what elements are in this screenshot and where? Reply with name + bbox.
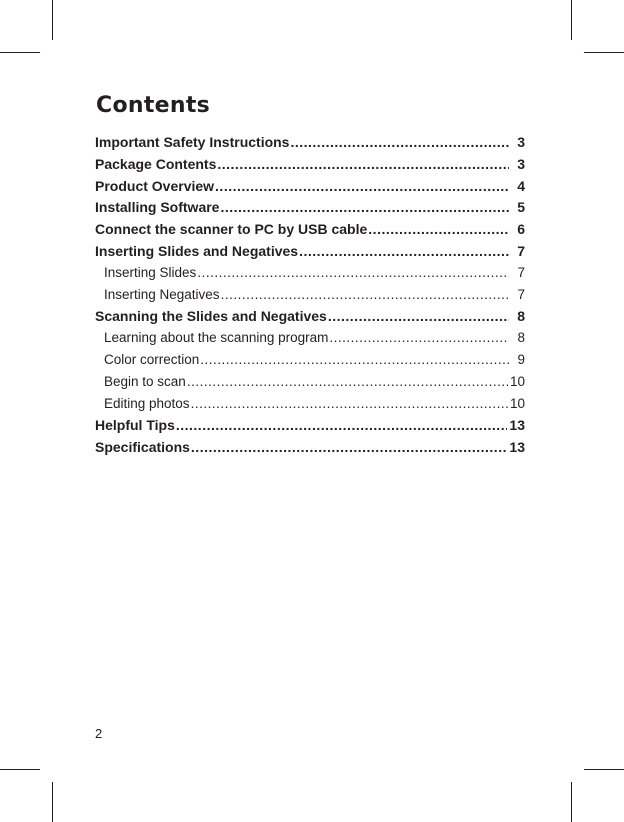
toc-entry-label: Helpful Tips [95, 417, 175, 434]
toc-entry[interactable] [95, 330, 525, 352]
toc-entry-page-number: 7 [517, 242, 525, 259]
crop-mark-top-right-vertical [571, 0, 572, 40]
crop-mark-bottom-right-vertical [571, 782, 572, 822]
toc-entry[interactable] [95, 178, 525, 200]
toc-entry[interactable] [95, 243, 525, 265]
toc-entry-label: Learning about the scanning program [104, 330, 329, 346]
toc-entry-page-number: 4 [517, 177, 525, 194]
toc-entry-label: Product Overview [95, 177, 215, 194]
toc-entry-page-number: 6 [517, 221, 525, 238]
toc-entry-label: Inserting Slides and Negatives [95, 242, 299, 259]
toc-entry[interactable] [95, 352, 525, 374]
toc-entry-label: Package Contents [95, 155, 217, 172]
toc-entry-label: Editing photos [104, 395, 190, 411]
toc-entry-label: Inserting Negatives [104, 286, 220, 302]
toc-dot-leader [299, 243, 509, 259]
page-title: Contents [96, 93, 211, 118]
toc-entry[interactable] [95, 265, 525, 287]
toc-entry[interactable] [95, 374, 525, 396]
toc-entry-page-number: 8 [517, 330, 525, 346]
toc-dot-leader [176, 417, 508, 433]
toc-dot-leader [368, 221, 509, 237]
toc-dot-leader [328, 308, 509, 324]
toc-entry-label: Begin to scan [104, 373, 186, 389]
toc-entry[interactable] [95, 134, 525, 156]
toc-entry[interactable] [95, 199, 525, 221]
toc-dot-leader [217, 156, 509, 172]
toc-entry-page-number: 13 [509, 439, 525, 456]
toc-entry[interactable] [95, 417, 525, 439]
toc-entry-label: Scanning the Slides and Negatives [95, 308, 327, 325]
toc-entry-page-number: 7 [517, 264, 525, 280]
toc-entry-page-number: 3 [517, 155, 525, 172]
toc-entry-page-number: 5 [517, 199, 525, 216]
toc-entry-label: Important Safety Instructions [95, 134, 290, 150]
toc-dot-leader [200, 352, 509, 367]
page-number: 2 [95, 726, 103, 741]
toc-entry[interactable] [95, 287, 525, 309]
crop-mark-top-left-horizontal [0, 52, 40, 53]
toc-entry-page-number: 9 [517, 351, 525, 367]
crop-mark-bottom-left-vertical [52, 782, 53, 822]
toc-dot-leader [191, 439, 508, 455]
toc-entry[interactable] [95, 439, 525, 461]
toc-entry-page-number: 10 [509, 373, 525, 389]
toc-entry-label: Installing Software [95, 199, 220, 216]
toc-entry-page-number: 13 [509, 417, 525, 434]
toc-dot-leader [215, 178, 509, 194]
toc-entry[interactable] [95, 308, 525, 330]
toc-entry-label: Inserting Slides [104, 264, 197, 280]
toc-dot-leader [187, 374, 508, 389]
toc-dot-leader [329, 330, 509, 345]
toc-dot-leader [191, 396, 508, 411]
crop-mark-top-right-horizontal [584, 52, 624, 53]
toc-dot-leader [221, 287, 509, 302]
toc-entry-page-number: 8 [517, 308, 525, 325]
crop-mark-bottom-left-horizontal [0, 769, 40, 770]
toc-dot-leader [197, 265, 509, 280]
toc-entry[interactable] [95, 156, 525, 178]
crop-mark-bottom-right-horizontal [584, 769, 624, 770]
toc-entry-page-number: 3 [517, 134, 525, 150]
crop-mark-top-left-vertical [52, 0, 53, 40]
toc-entry-page-number: 7 [517, 286, 525, 302]
table-of-contents [95, 134, 525, 461]
toc-dot-leader [290, 134, 509, 150]
toc-entry[interactable] [95, 221, 525, 243]
toc-entry[interactable] [95, 396, 525, 418]
toc-entry-label: Specifications [95, 439, 190, 456]
toc-entry-label: Connect the scanner to PC by USB cable [95, 221, 368, 238]
toc-dot-leader [220, 199, 509, 215]
toc-entry-page-number: 10 [509, 395, 525, 411]
toc-entry-label: Color correction [104, 351, 200, 367]
